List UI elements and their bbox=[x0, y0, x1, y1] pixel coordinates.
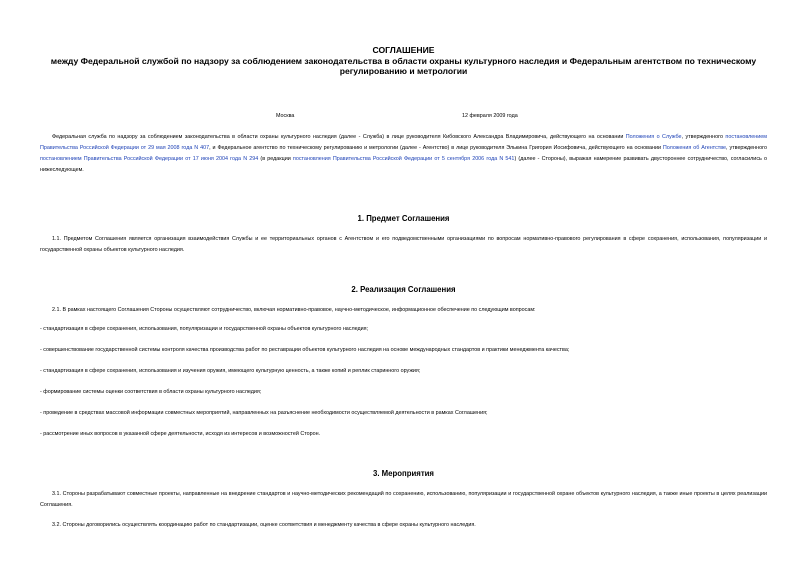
list-item: - проведение в средствах массовой информации совместных мероприятий, направленных на разъяснение необходимости осуществляемой деятельности в рамках Соглашения; bbox=[40, 410, 488, 416]
list-item: - стандартизация в сфере сохранения, использования и изучения оружия, имеющего культурную ценность, а также копий и реплик старинного оружия; bbox=[40, 368, 421, 374]
link-service-regulation[interactable]: Положения о Службе bbox=[625, 134, 682, 140]
list-item: - формирование системы оценки соответствия в области охраны культурного наследия; bbox=[40, 389, 262, 395]
section-1-paragraph-1: 1.1. Предметом Соглашения является организация взаимодействия Службы и ее территориальных органов с Агентством и его подведомственными организациями по вопросам нормативно-правового регулирования в сфере сохранения, использования, популяризации и государственной охраны объектов культурного наследия. bbox=[40, 236, 767, 253]
section-2-paragraph-1: 2.1. В рамках настоящего Соглашения Стороны осуществляют сотрудничество, включая нормативно-правовое, научно-методическое, информационное обеспечение по следующим вопросам: bbox=[52, 307, 536, 313]
preamble-text-3: , и Федеральное агентство по техническому регулированию и метрологии (далее - Агентство) в лице руководителя Элькина Григория Иосифовича, действующего на основании bbox=[209, 145, 663, 151]
document-title bbox=[20, 45, 787, 77]
preamble-text-6: ) (далее - Стороны), выражая намерение развивать двустороннее сотрудничество, согласились о нижеследующем. bbox=[40, 156, 767, 173]
preamble-text-5: (в редакции bbox=[258, 156, 293, 162]
list-item: - стандартизация в сфере сохранения, использования, популяризации и государственной охраны объектов культурного наследия; bbox=[40, 326, 369, 332]
section-3-paragraph-1: 3.1. Стороны разрабатывают совместные проекты, направленные на внедрение стандартов и научно-методических рекомендаций по сохранению, использованию, популяризации и государственной охране объектов культурного наследия, а также иные проекты в целях реализации Соглашения. bbox=[40, 491, 767, 508]
section-3-paragraph-2: 3.2. Стороны договорились осуществлять координацию работ по стандартизации, оценке соответствия и менеджменту качества в сфере охраны культурного наследия. bbox=[52, 522, 476, 528]
link-agency-regulation[interactable]: Положения об Агентстве bbox=[662, 145, 727, 151]
link-decree-541[interactable]: постановления Правительства Российской Федерации от 5 сентября 2006 года N 541 bbox=[292, 156, 515, 162]
title-line-2: между Федеральной службой по надзору за соблюдением законодательства в области охраны культурного наследия и Федеральным агентством по техническому регулированию и метрологии bbox=[50, 55, 757, 76]
link-decree-407[interactable]: постановлением Правительства Российской Федерации от 29 мая 2008 года N 407 bbox=[40, 134, 767, 151]
list-item: - рассмотрение иных вопросов в указанной сфере деятельности, исходя из интересов и возможностей Сторон. bbox=[40, 431, 321, 437]
place: Москва bbox=[276, 113, 295, 119]
section-2-list bbox=[40, 324, 767, 450]
link-decree-294[interactable]: постановлением Правительства Российской Федерации от 17 июня 2004 года N 294 bbox=[40, 156, 259, 162]
section-1-heading: 1. Предмет Соглашения bbox=[357, 214, 450, 223]
section-2-heading: 2. Реализация Соглашения bbox=[351, 285, 456, 294]
date: 12 февраля 2009 года bbox=[462, 113, 518, 119]
title-line-1: СОГЛАШЕНИЕ bbox=[372, 45, 435, 55]
preamble-paragraph bbox=[40, 132, 767, 176]
preamble-text-4: , утвержденного bbox=[726, 145, 767, 151]
list-item: - совершенствование государственной системы контроля качества производства работ по реставрации объектов культурного наследия на основе международных стандартов и практики менеджмента качества; bbox=[40, 347, 570, 353]
preamble-text-1: Федеральная служба по надзору за соблюдением законодательства в области охраны культурного наследия (далее - Служба) в лице руководителя Кибовского Александра Владимировича, действующего на основании bbox=[52, 134, 626, 140]
preamble-text-2: , утвержденного bbox=[681, 134, 726, 140]
section-3-heading: 3. Мероприятия bbox=[372, 469, 434, 478]
